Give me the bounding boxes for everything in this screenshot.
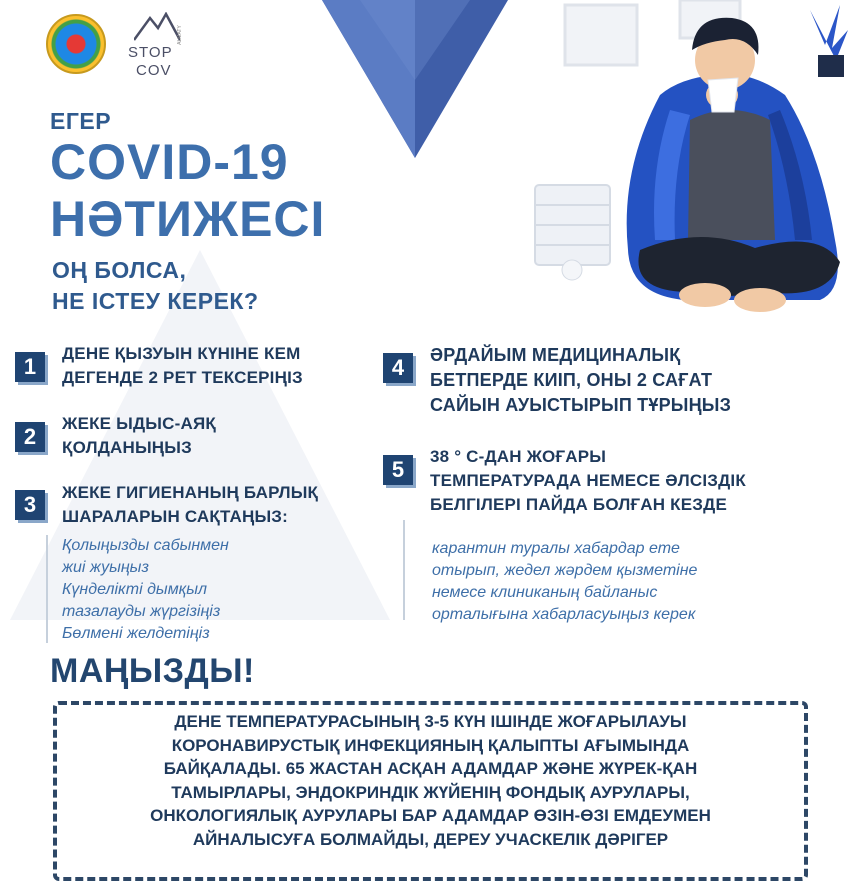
stop-cov-logo — [126, 12, 192, 82]
step-3-detail-1: Қолыңызды сабынмен — [62, 537, 229, 554]
important-line-2: КОРОНАВИРУСТЫҚ ИНФЕКЦИЯНЫҢ ҚАЛЫПТЫ АҒЫМЫНДА — [171, 735, 690, 755]
important-line-5: ОНКОЛОГИЯЛЫҚ АУРУЛАРЫ БАР АДАМДАР ӨЗІН-ӨЗІ ЕМДЕУМЕН — [150, 806, 711, 825]
step-3-text — [62, 481, 318, 529]
step-5-details — [432, 538, 697, 626]
step-3-detail-4: тазалауды жүргізіңіз — [62, 603, 221, 620]
header-line-1: ЕГЕР — [50, 108, 112, 134]
step-5-detail-2: отырып, жедел жәрдем қызметіне — [432, 562, 698, 579]
cov-label: COV — [136, 62, 172, 79]
step-1-text — [62, 342, 303, 390]
step-3-detail-5: Бөлмені желдетіңіз — [62, 625, 210, 642]
sick-person-with-blanket-icon — [500, 0, 850, 330]
stop-label: STOP — [128, 44, 173, 61]
step-4-line-3: САЙЫН АУЫСТЫРЫП ТҰРЫҢЫЗ — [430, 395, 732, 415]
step-2-line-2: ҚОЛДАНЫҢЫЗ — [62, 438, 192, 457]
step-number-4: 4 — [383, 353, 413, 383]
step-5-detail-4: орталығына хабарласуыңыз керек — [432, 606, 696, 623]
header-line-3: НӘТИЖЕСІ — [50, 191, 326, 247]
step-5-divider — [403, 520, 405, 620]
step-3-detail-3: Күнделікті дымқыл — [62, 581, 208, 598]
step-4-line-2: БЕТПЕРДЕ КИІП, ОНЫ 2 САҒАТ — [430, 370, 713, 390]
step-number-3: 3 — [15, 490, 45, 520]
step-5-line-1: 38 ° С-ДАН ЖОҒАРЫ — [430, 447, 607, 466]
step-5-detail-1: карантин туралы хабардар ете — [432, 540, 680, 557]
important-line-3: БАЙҚАЛАДЫ. 65 ЖАСТАН АСҚАН АДАМДАР ЖӘНЕ ЖҮРЕК-ҚАН — [163, 759, 698, 778]
important-line-1: ДЕНЕ ТЕМПЕРАТУРАСЫНЫҢ 3-5 КҮН ІШІНДЕ ЖОҒАРЫЛАУЫ — [174, 712, 687, 731]
step-3-divider — [46, 535, 48, 643]
step-3-line-1: ЖЕКЕ ГИГИЕНАНЫҢ БАРЛЫҚ — [62, 483, 319, 502]
important-text — [58, 710, 803, 851]
step-3-line-2: ШАРАЛАРЫН САҚТАҢЫЗ: — [62, 507, 289, 526]
step-1-line-2: ДЕГЕНДЕ 2 РЕТ ТЕКСЕРІҢІЗ — [62, 368, 303, 387]
step-5-detail-3: немесе клиниканың байланыс — [432, 584, 658, 601]
step-5-line-2: ТЕМПЕРАТУРАДА НЕМЕСЕ ӘЛСІЗДІК — [430, 471, 746, 490]
important-line-4: ТАМЫРЛАРЫ, ЭНДОКРИНДІК ЖҮЙЕНІҢ ФОНДЫҚ АУРУЛАРЫ, — [171, 782, 690, 802]
step-2-text — [62, 412, 216, 460]
header-line-4: ОҢ БОЛСА, — [52, 257, 187, 283]
step-3-details — [62, 535, 229, 645]
step-3-detail-2: жиі жуыңыз — [62, 559, 149, 576]
step-number-1: 1 — [15, 352, 45, 382]
step-number-2: 2 — [15, 422, 45, 452]
step-4-line-1: ӘРДАЙЫМ МЕДИЦИНАЛЫҚ — [430, 345, 681, 365]
important-line-6: АЙНАЛЫСУҒА БОЛМАЙДЫ, ДЕРЕУ УЧАСКЕЛІК ДӘРІГЕР — [192, 829, 669, 849]
step-1-line-1: ДЕНЕ ҚЫЗУЫН КҮНІНЕ КЕМ — [62, 344, 301, 363]
header-line-2: COVID-19 — [50, 134, 289, 190]
step-number-5: 5 — [383, 455, 413, 485]
almaty-emblem-icon — [46, 14, 106, 74]
step-4-text — [430, 343, 731, 418]
important-title: МАҢЫЗДЫ! — [50, 652, 255, 690]
almaty-small-label: ALMATY — [176, 25, 183, 45]
step-5-text — [430, 445, 746, 517]
step-2-line-1: ЖЕКЕ ЫДЫС-АЯҚ — [62, 414, 216, 433]
header-line-5: НЕ ІСТЕУ КЕРЕК? — [52, 288, 259, 314]
mountain-icon — [134, 12, 180, 42]
step-5-line-3: БЕЛГІЛЕРІ ПАЙДА БОЛҒАН КЕЗДЕ — [430, 495, 727, 514]
